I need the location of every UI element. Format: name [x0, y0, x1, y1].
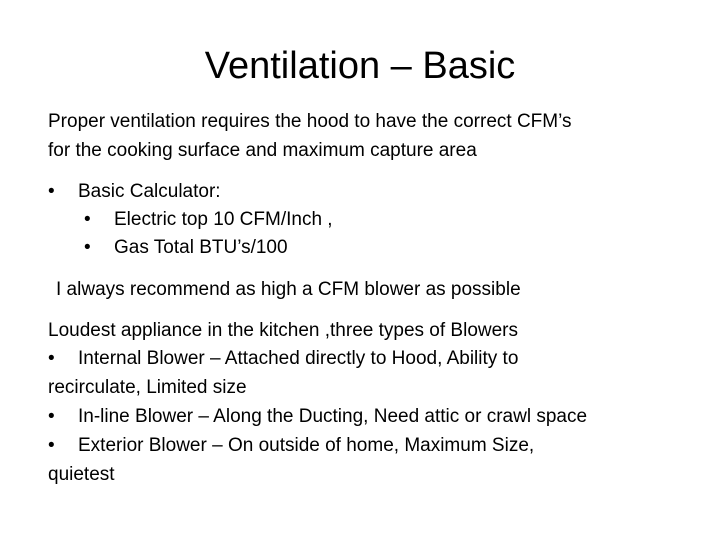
- blower-exterior: [48, 432, 534, 460]
- bullet-icon: •: [84, 237, 91, 258]
- calculator-item-electric: [84, 206, 333, 234]
- slide-title: Ventilation – Basic: [204, 45, 516, 87]
- blowers-intro: Loudest appliance in the kitchen ,three types of Blowers: [48, 320, 519, 341]
- calculator-heading: Basic Calculator:: [78, 181, 221, 202]
- recommendation-text: I always recommend as high a CFM blower as possible: [56, 279, 521, 300]
- bullet-icon: •: [48, 435, 55, 456]
- intro-line-1: Proper ventilation requires the hood to have the correct CFM’s: [48, 111, 572, 132]
- calculator-item-gas: [84, 234, 288, 262]
- blower-exterior-text: Exterior Blower – On outside of home, Maximum Size,: [78, 435, 535, 456]
- bullet-icon: •: [48, 406, 55, 427]
- blower-inline: [48, 403, 587, 431]
- blower-inline-text: In-line Blower – Along the Ducting, Need attic or crawl space: [78, 406, 588, 427]
- bullet-icon: •: [84, 209, 91, 230]
- bullet-icon: •: [48, 348, 55, 369]
- blower-internal-text: Internal Blower – Attached directly to Hood, Ability to: [78, 348, 519, 369]
- calculator-item-label: Gas Total BTU’s/100: [114, 237, 288, 258]
- bullet-icon: •: [48, 181, 55, 202]
- calculator-heading-item: [48, 178, 221, 206]
- blower-internal: [48, 345, 518, 373]
- blower-exterior-continued: quietest: [48, 464, 115, 485]
- intro-line-2: for the cooking surface and maximum capture area: [48, 140, 477, 161]
- calculator-item-label: Electric top 10 CFM/Inch ,: [114, 209, 333, 230]
- blower-internal-continued: recirculate, Limited size: [48, 377, 247, 398]
